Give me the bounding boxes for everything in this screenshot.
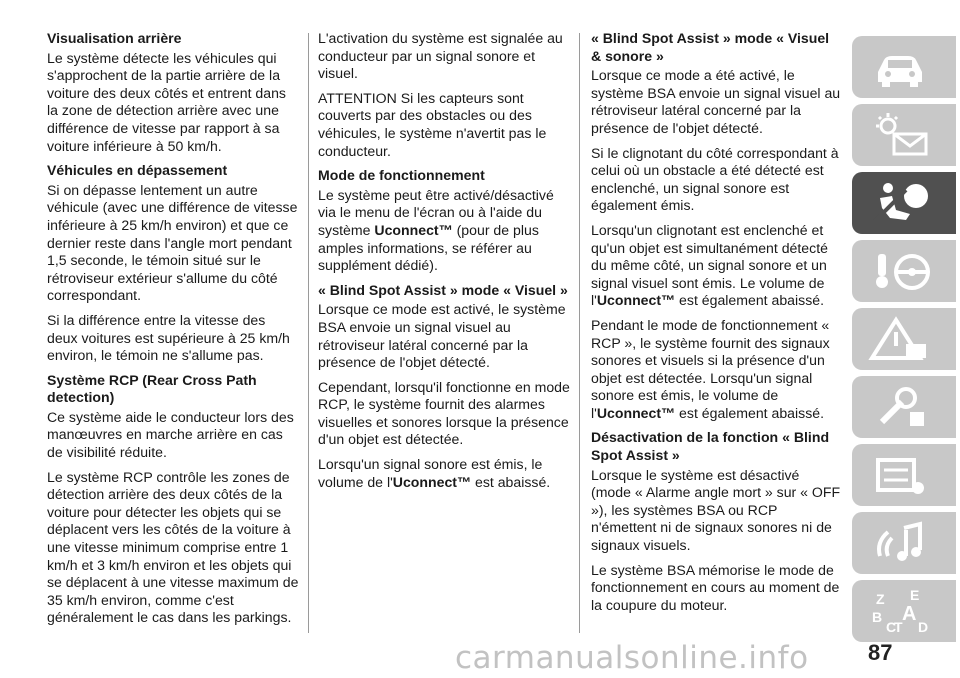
brand-uconnect: Uconnect™ [374, 221, 453, 238]
text-span: Lorsqu'un signal sonore est émis, le volume de l' [318, 456, 543, 490]
text-span: est également abaissé. [675, 292, 824, 309]
paragraph-rear-view: Le système détecte les véhicules qui s'approchent de la partie arrière de la voiture des deux côtés et entrent dans la zone de détection arrière avec une différence de vitesse par rapport à sa voiture inférieure à 50 km/h. [47, 49, 286, 154]
index-letter: E [910, 587, 920, 603]
paragraph-visual-sound-2: Si le clignotant du côté correspondant à celui où un obstacle a été détecté est enclenché, un signal sonore est également émis. [591, 144, 839, 214]
text-column-3 [591, 30, 843, 621]
paragraph-visual-1: Lorsque ce mode est activé, le système BSA envoie un signal visuel au rétroviseur latéral concerné par la présence de l'objet détecté. [318, 301, 566, 371]
service-wrench-icon [866, 382, 936, 432]
page-number: 87 [868, 640, 893, 665]
tab-emergency[interactable] [852, 308, 956, 370]
paragraph-rcp-2: Le système RCP contrôle les zones de détection arrière des deux côtés de la voiture pour détecter les objets qui se déplacent vers les côtés de la voiture à une vitesse minimum comprise entre 1 km/h et 3 km/h environ et les objets qui se déplacent à une vitesse maximum de 35 km/h environ, comme c'est généralement le cas dans les parkings. [47, 468, 299, 626]
text-span: est abaissé. [471, 473, 551, 490]
index-letter: T [894, 619, 903, 635]
technical-data-icon [866, 450, 936, 500]
tab-safety[interactable] [852, 172, 956, 234]
paragraph-attention: ATTENTION Si les capteurs sont couverts par des obstacles ou des véhicules, le système n'avertit pas le conducteur. [318, 89, 547, 159]
heading-rcp: Système RCP (Rear Cross Path detection) [47, 371, 257, 406]
heading-deactivation: Désactivation de la fonction « Blind Spot Assist » [591, 429, 830, 464]
warning-triangle-icon [866, 314, 936, 364]
airbag-safety-icon [866, 178, 936, 228]
index-letter: Z [876, 591, 885, 607]
tab-technical-data[interactable] [852, 444, 956, 506]
paragraph-overtaking-2: Si la différence entre la vitesse des deux voitures est supérieure à 25 km/h environ, le témoin ne s'allume pas. [47, 311, 290, 364]
paragraph-visual-sound-1: Lorsque ce mode a été activé, le système BSA envoie un signal visuel au rétroviseur latéral concerné par la présence de l'objet détecté. [591, 67, 841, 136]
chapter-tabs [852, 36, 956, 648]
heading-rear-view: Visualisation arrière [47, 30, 182, 46]
lights-warning-icon [866, 110, 936, 160]
paragraph-visual-2: Cependant, lorsqu'il fonctionne en mode RCP, le système fournit des alarmes visuelles et sonores lorsque la présence d'un objet est détectée. [318, 378, 570, 448]
index-letter: C [886, 619, 897, 635]
paragraph-visual-sound-3 [591, 222, 843, 310]
paragraph-operating-mode [318, 187, 570, 275]
heading-operating-mode: Mode de fonctionnement [318, 167, 485, 184]
text-column-1 [47, 30, 299, 634]
heading-visual-sound-mode: « Blind Spot Assist » mode « Visuel & sonore » [591, 30, 830, 64]
brand-uconnect: Uconnect™ [392, 473, 472, 490]
column-divider [308, 33, 309, 633]
brand-uconnect: Uconnect™ [596, 292, 676, 309]
heading-visual-mode: « Blind Spot Assist » mode « Visuel » [318, 281, 568, 298]
tab-maintenance[interactable] [852, 376, 956, 438]
paragraph-visual-sound-4 [591, 317, 843, 423]
text-column-2 [318, 30, 570, 498]
paragraph-rcp-1: Ce système aide le conducteur lors des manœuvres en marche arrière en cas de visibilité réduite. [47, 408, 294, 461]
text-span: est également abaissé. [675, 404, 824, 421]
tab-index[interactable] [852, 580, 956, 642]
column-divider [579, 33, 580, 633]
tab-car-info[interactable] [852, 36, 956, 98]
alphabetical-index-icon [866, 586, 936, 636]
text-span: Le système peut être activé/désactivé via le menu de l'écran ou à l'aide du système [318, 186, 554, 238]
key-steering-wheel-icon [866, 246, 936, 296]
paragraph-activation-signal: L'activation du système est signalée au conducteur par un signal sonore et visuel. [318, 30, 563, 82]
index-letter: D [918, 619, 929, 635]
heading-overtaking: Véhicules en dépassement [47, 162, 228, 179]
index-letter: A [902, 603, 917, 625]
watermark: carmanualsonline.info [455, 640, 809, 676]
paragraph-deactivation-1: Lorsque le système est désactivé (mode « Alarme angle mort » sur « OFF »), les systèmes BSA ou RCP n'émettent ni de signaux sonores ni de signaux visuels. [591, 466, 841, 554]
paragraph-deactivation-2: Le système BSA mémorise le mode de fonctionnement en cours au moment de la coupure du moteur. [591, 561, 840, 613]
tab-starting-driving[interactable] [852, 240, 956, 302]
brand-uconnect: Uconnect™ [596, 404, 676, 421]
paragraph-visual-3 [318, 456, 570, 491]
paragraph-overtaking-1: Si on dépasse lentement un autre véhicule (avec une différence de vitesse inférieure à 25 km/h environ) et que ce dernier reste dans l'angle mort pendant 1,5 seconde, le témoin situé sur le rétroviseur extérieur s'allume du côté correspondant. [47, 181, 298, 304]
multimedia-icon [866, 518, 936, 568]
index-letter: B [872, 609, 883, 625]
text-span: Pendant le mode de fonctionnement « RCP », le système fournit des signaux sonores et visuels si la présence d'un objet est détectée. Lorsqu'un signal sonore est émis, le volume de l' [591, 316, 830, 421]
tab-lights-warnings[interactable] [852, 104, 956, 166]
car-info-icon [866, 42, 936, 92]
text-span: Lorsqu'un clignotant est enclenché et qu'un objet est simultanément détecté du même côté, un signal sonore et un signal visuel sont émis. Le volume de l' [591, 221, 828, 309]
text-span: (pour de plus amples informations, se référer au supplément dédié). [318, 221, 539, 274]
tab-multimedia[interactable] [852, 512, 956, 574]
